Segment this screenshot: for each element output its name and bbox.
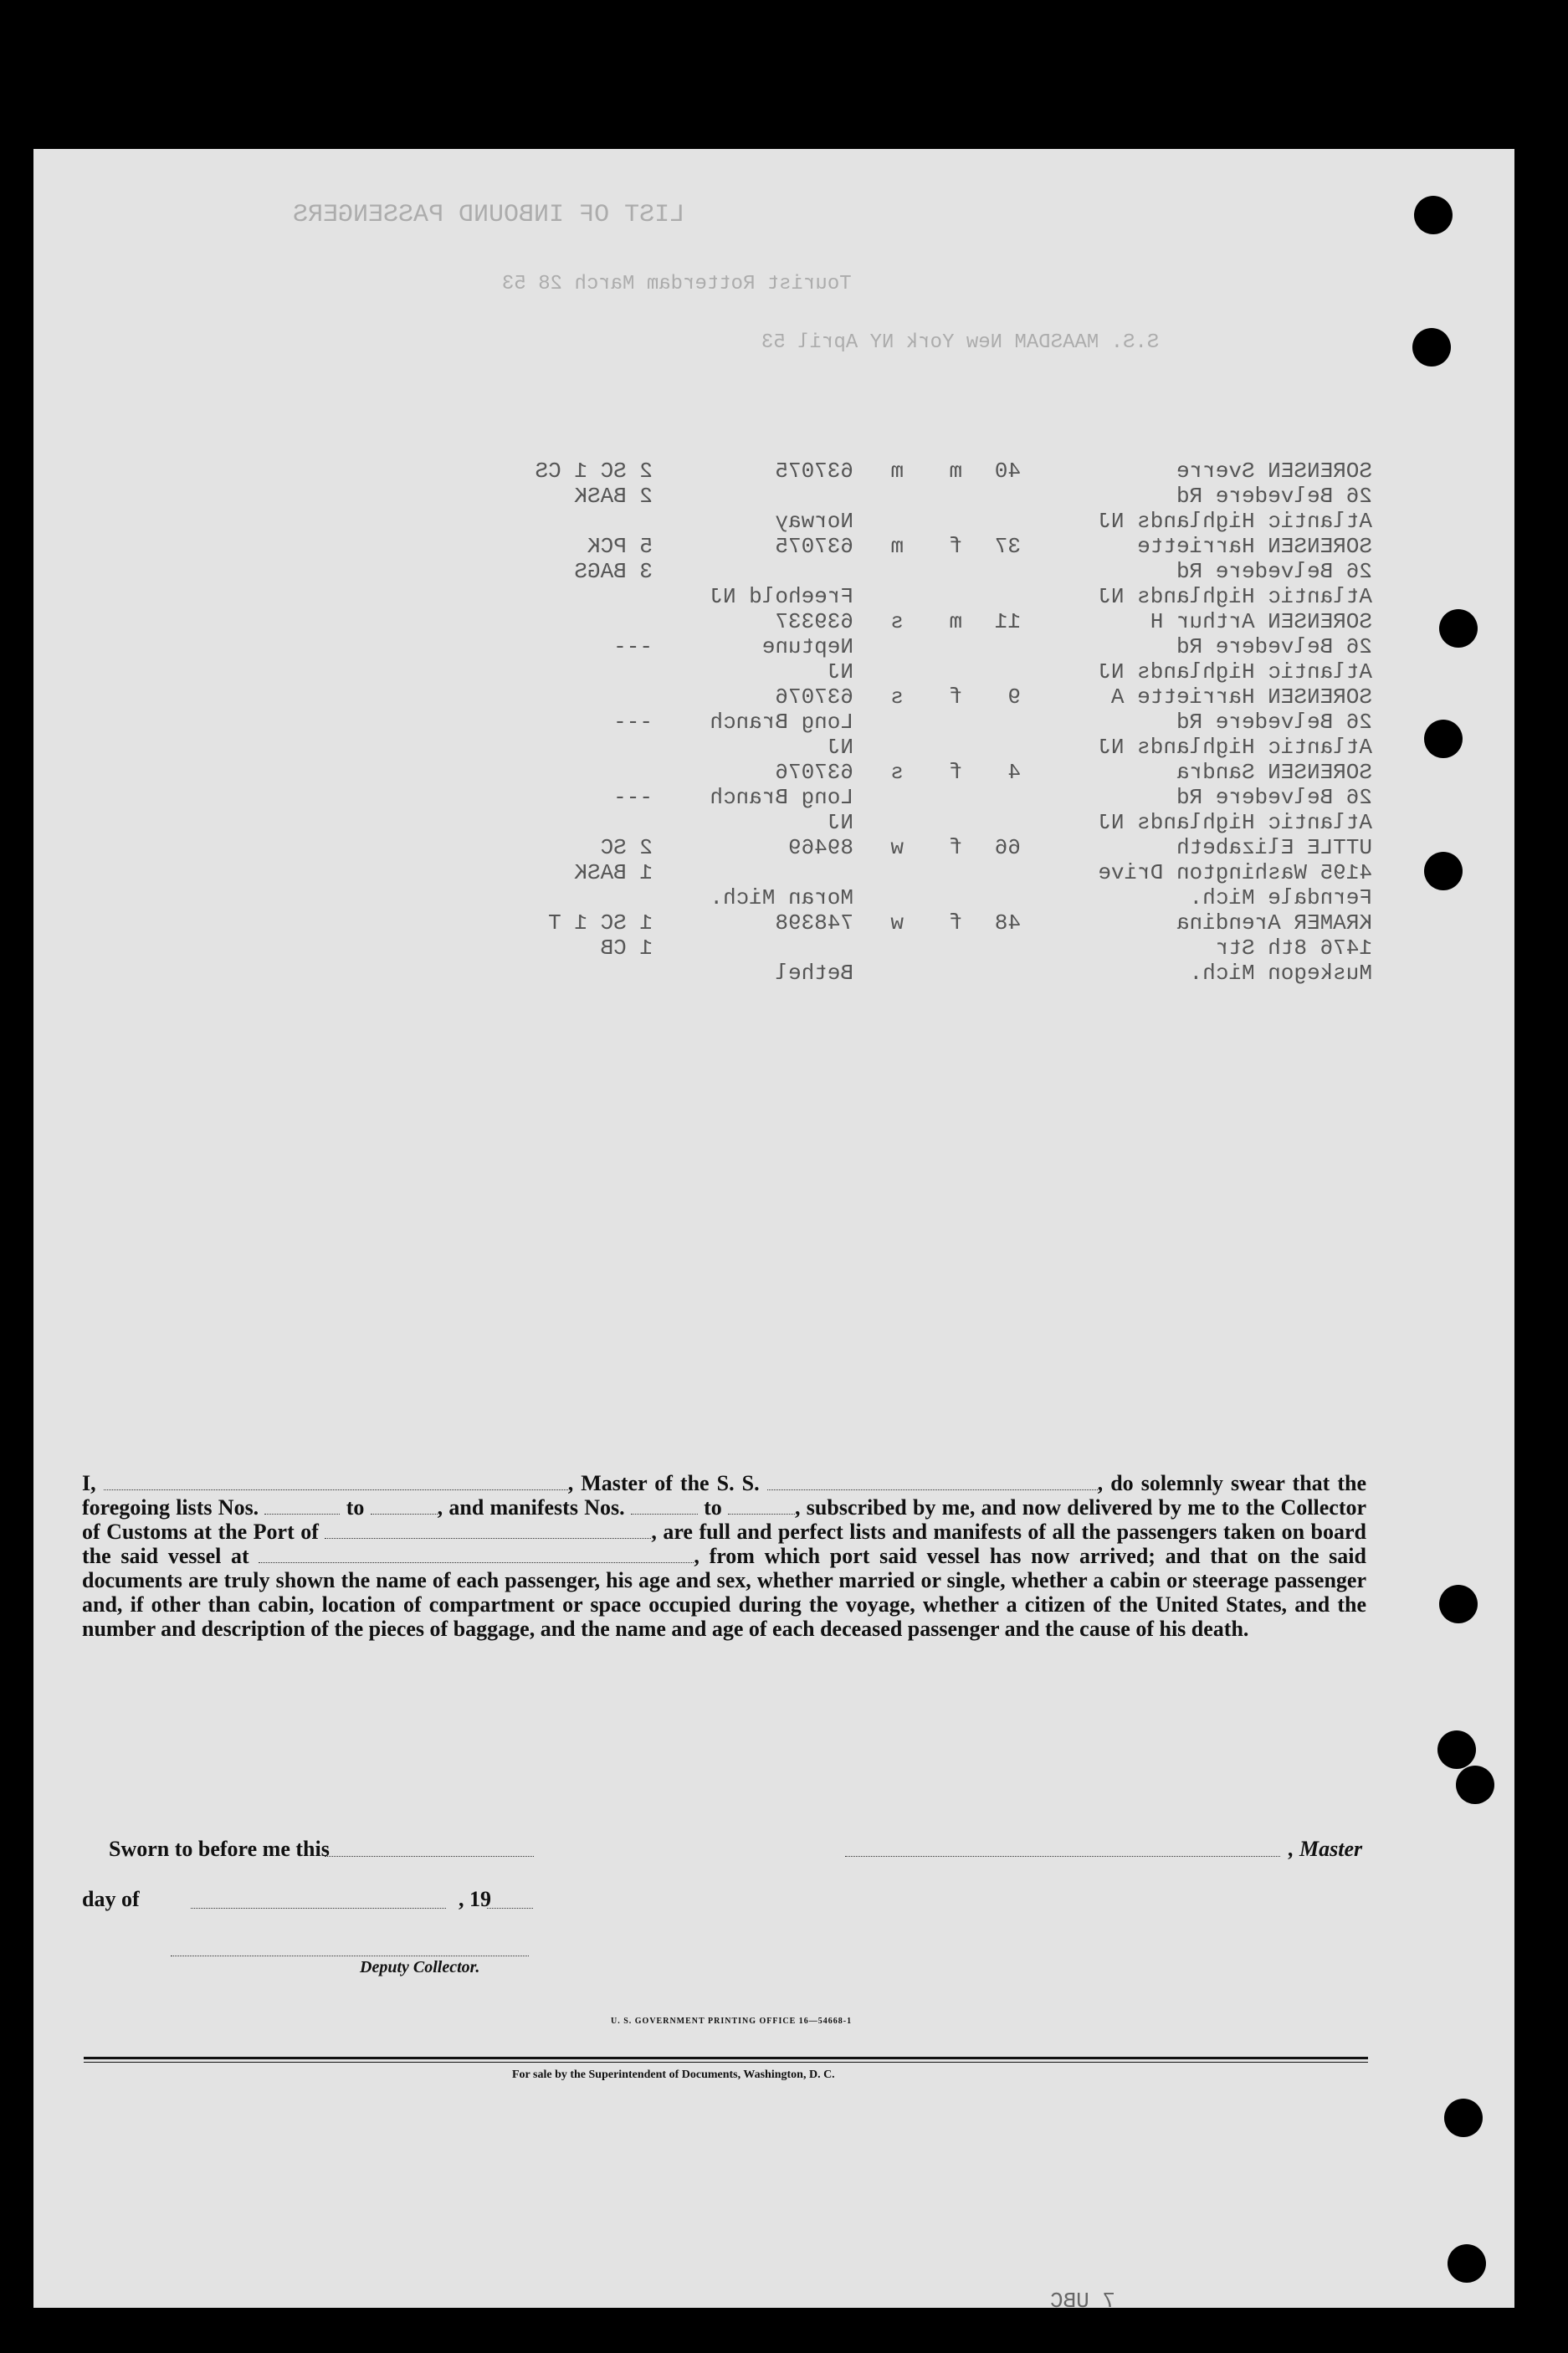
passenger-sex	[904, 785, 962, 810]
passenger-marital-status	[853, 936, 904, 961]
passenger-baggage	[485, 609, 653, 634]
passenger-age	[962, 961, 1021, 986]
passenger-passport: Neptune	[761, 634, 853, 659]
passenger-passport: Long Branch	[710, 710, 853, 735]
passenger-sex	[904, 710, 962, 735]
passenger-passport: 637076	[775, 760, 853, 785]
passenger-list	[452, 459, 1372, 986]
passenger-name: 4195 Washington Drive	[1098, 860, 1372, 885]
passenger-passport: Bethel	[775, 961, 853, 986]
punch-hole	[1444, 2099, 1483, 2137]
list-to-blank[interactable]	[371, 1499, 438, 1515]
passenger-sex	[904, 810, 962, 835]
punch-hole	[1414, 196, 1453, 234]
declaration-text: , are full and perfect lists and manifests of all the passengers taken on board the said vessel at	[82, 1520, 1366, 1568]
passenger-name: Muskegon Mich.	[1189, 961, 1372, 986]
page-stamp: 7 UBC	[1050, 2289, 1116, 2314]
passenger-baggage	[485, 760, 653, 785]
passenger-sex	[904, 936, 962, 961]
passenger-sex: f	[949, 534, 962, 559]
punch-hole	[1412, 328, 1451, 367]
passenger-marital-status	[853, 584, 904, 609]
passenger-sex: f	[949, 760, 962, 785]
passenger-age: 37	[994, 534, 1021, 559]
passenger-name: 26 Belvedere Rd	[1176, 785, 1372, 810]
passenger-name: 26 Belvedere Rd	[1176, 710, 1372, 735]
year-label: , 19	[459, 1887, 491, 1911]
declaration-text: , do solemnly swear that the foregoing lists Nos.	[82, 1471, 1367, 1520]
declaration-text: to	[704, 1495, 722, 1520]
passenger-age	[962, 785, 1021, 810]
passenger-name: 26 Belvedere Rd	[1176, 634, 1372, 659]
passenger-sex	[904, 961, 962, 986]
header-ghost-line: S.S. MAASDAM New York NY April 53	[761, 331, 1160, 354]
passenger-passport: NJ	[827, 810, 853, 835]
divider	[84, 2062, 1368, 2063]
month-blank[interactable]	[191, 1908, 446, 1909]
passenger-row	[452, 609, 1372, 634]
passenger-age: 11	[994, 609, 1021, 634]
punch-hole	[1424, 720, 1463, 758]
passenger-row	[452, 860, 1372, 885]
passenger-baggage: 2 SC 1 CS	[535, 459, 653, 484]
passenger-marital-status	[853, 634, 904, 659]
passenger-age: 66	[994, 835, 1021, 860]
punch-hole	[1439, 609, 1478, 648]
master-name-blank[interactable]	[104, 1474, 568, 1490]
passenger-passport	[653, 860, 853, 885]
passenger-age	[962, 484, 1021, 509]
passenger-name: SORENSEN Sverre	[1176, 459, 1372, 484]
passenger-marital-status	[853, 659, 904, 684]
passenger-baggage	[485, 509, 653, 534]
passenger-passport: NJ	[827, 735, 853, 760]
passenger-name: SORENSEN Harriette A	[1110, 684, 1372, 710]
passenger-sex	[904, 584, 962, 609]
passenger-baggage: 5 PCK	[587, 534, 653, 559]
passenger-marital-status: w	[890, 835, 904, 860]
passenger-row	[452, 534, 1372, 559]
passenger-sex	[904, 559, 962, 584]
master-signature-blank[interactable]	[845, 1856, 1280, 1857]
passenger-passport: 637076	[775, 684, 853, 710]
passenger-age: 48	[994, 910, 1021, 936]
passenger-passport	[653, 936, 853, 961]
sworn-label: Sworn to before me this	[109, 1837, 330, 1861]
declaration-text: to	[346, 1495, 365, 1520]
sworn-day-blank[interactable]	[325, 1856, 534, 1857]
passenger-baggage: 1 CB	[600, 936, 653, 961]
passenger-baggage	[485, 885, 653, 910]
passenger-sex	[904, 484, 962, 509]
passenger-marital-status	[853, 484, 904, 509]
passenger-row	[452, 584, 1372, 609]
passenger-sex: f	[949, 910, 962, 936]
passenger-baggage	[485, 735, 653, 760]
passenger-passport: 637075	[775, 534, 853, 559]
passenger-marital-status	[853, 735, 904, 760]
passenger-age	[962, 860, 1021, 885]
passenger-baggage: 3 BAGS	[574, 559, 653, 584]
passenger-name: Atlantic Highlands NJ	[1098, 584, 1372, 609]
passenger-marital-status: w	[890, 910, 904, 936]
passenger-name: KRAMER Arendina	[1176, 910, 1372, 936]
passenger-age	[962, 936, 1021, 961]
passenger-name: SORENSEN Sandra	[1176, 760, 1372, 785]
punch-hole	[1456, 1766, 1494, 1804]
passenger-name: Ferndale Mich.	[1189, 885, 1372, 910]
passenger-baggage: 1 SC 1 T	[548, 910, 653, 936]
passenger-marital-status: s	[890, 609, 904, 634]
declaration-text: , and manifests Nos.	[437, 1495, 625, 1520]
passenger-age	[962, 659, 1021, 684]
passenger-row	[452, 735, 1372, 760]
passenger-age	[962, 634, 1021, 659]
passenger-name: Atlantic Highlands NJ	[1098, 810, 1372, 835]
punch-hole	[1439, 1585, 1478, 1623]
passenger-marital-status	[853, 860, 904, 885]
passenger-marital-status: s	[890, 684, 904, 710]
passenger-age	[962, 735, 1021, 760]
manifest-from-blank[interactable]	[631, 1499, 698, 1515]
passenger-row	[452, 710, 1372, 735]
passenger-age	[962, 810, 1021, 835]
passenger-row	[452, 484, 1372, 509]
embark-port-blank[interactable]	[259, 1547, 694, 1563]
passenger-age	[962, 584, 1021, 609]
passenger-age	[962, 509, 1021, 534]
declaration-text: , Master of the S. S.	[567, 1471, 760, 1495]
passenger-row	[452, 760, 1372, 785]
passenger-row	[452, 785, 1372, 810]
passenger-row	[452, 459, 1372, 484]
for-sale-note: For sale by the Superintendent of Documents, Washington, D. C.	[512, 2068, 835, 2081]
passenger-marital-status	[853, 810, 904, 835]
passenger-passport: Moran Mich.	[710, 885, 853, 910]
passenger-baggage	[485, 810, 653, 835]
passenger-row	[452, 910, 1372, 936]
master-oath-declaration	[82, 1471, 1366, 1641]
passenger-marital-status: m	[890, 534, 904, 559]
passenger-marital-status	[853, 885, 904, 910]
passenger-marital-status	[853, 961, 904, 986]
passenger-marital-status: m	[890, 459, 904, 484]
passenger-passport: 748398	[775, 910, 853, 936]
punch-hole	[1437, 1730, 1476, 1769]
passenger-name: 26 Belvedere Rd	[1176, 484, 1372, 509]
passenger-name: Atlantic Highlands NJ	[1098, 509, 1372, 534]
passenger-baggage: 1 BASK	[574, 860, 653, 885]
passenger-row	[452, 961, 1372, 986]
manifest-to-blank[interactable]	[728, 1499, 795, 1515]
passenger-sex	[904, 735, 962, 760]
passenger-name: 1476 8th Str	[1215, 936, 1372, 961]
passenger-age	[962, 710, 1021, 735]
passenger-passport: Long Branch	[710, 785, 853, 810]
passenger-sex: m	[949, 609, 962, 634]
passenger-row	[452, 835, 1372, 860]
passenger-baggage	[485, 684, 653, 710]
passenger-sex	[904, 885, 962, 910]
header-ghost-line: Tourist Rotterdam March 28 53	[502, 273, 852, 295]
passenger-marital-status	[853, 559, 904, 584]
passenger-age: 4	[1007, 760, 1021, 785]
passenger-marital-status	[853, 509, 904, 534]
passenger-passport: Norway	[775, 509, 853, 534]
passenger-baggage	[485, 584, 653, 609]
passenger-sex: f	[949, 835, 962, 860]
deputy-collector-label: Deputy Collector.	[360, 1958, 480, 1976]
list-from-blank[interactable]	[264, 1499, 340, 1515]
passenger-baggage: 2 SC	[600, 835, 653, 860]
passenger-sex	[904, 509, 962, 534]
passenger-sex	[904, 634, 962, 659]
passenger-name: SORENSEN Arthur H	[1150, 609, 1372, 634]
punch-hole	[1448, 2244, 1486, 2283]
passenger-passport: 637075	[775, 459, 853, 484]
passenger-row	[452, 810, 1372, 835]
master-label: , Master	[1289, 1837, 1363, 1861]
year-blank[interactable]	[487, 1908, 533, 1909]
passenger-row	[452, 885, 1372, 910]
passenger-marital-status	[853, 785, 904, 810]
printing-office-label: U. S. GOVERNMENT PRINTING OFFICE 16—54668-1	[611, 2017, 853, 2026]
port-blank[interactable]	[325, 1523, 651, 1539]
passenger-passport: 89469	[787, 835, 853, 860]
passenger-baggage: ---	[613, 634, 653, 659]
passenger-age: 40	[994, 459, 1021, 484]
passenger-baggage	[485, 961, 653, 986]
passenger-baggage: ---	[613, 710, 653, 735]
passenger-sex	[904, 659, 962, 684]
declaration-text: , from which port said vessel has now arrived; and that on the said documents are truly shown the name of each passenger, his age and sex, whether married or single, whether a cabin or steerage passenger and, if other than cabin, location of compartment or space occupied during the voyage, whether a citizen of the United States, and the number and description of the pieces of baggage, and the name and age of each deceased passenger and the cause of his death.	[82, 1544, 1366, 1641]
passenger-sex: m	[949, 459, 962, 484]
passenger-sex: f	[949, 684, 962, 710]
passenger-age	[962, 559, 1021, 584]
passenger-age: 9	[1007, 684, 1021, 710]
divider	[84, 2057, 1368, 2059]
passenger-row	[452, 634, 1372, 659]
passenger-passport: NJ	[827, 659, 853, 684]
passenger-marital-status	[853, 710, 904, 735]
passenger-marital-status: s	[890, 760, 904, 785]
passenger-name: SORENSEN Harriette	[1137, 534, 1372, 559]
day-of-label: day of	[82, 1887, 140, 1911]
passenger-baggage: ---	[613, 785, 653, 810]
passenger-passport: 639337	[775, 609, 853, 634]
passenger-name: Atlantic Highlands NJ	[1098, 735, 1372, 760]
declaration-text: , subscribed by me, and now delivered by me to the Collector of Customs at the Port of	[82, 1495, 1367, 1544]
passenger-age	[962, 885, 1021, 910]
punch-hole	[1424, 852, 1463, 890]
manifest-page	[33, 149, 1514, 2308]
passenger-passport	[653, 484, 853, 509]
passenger-name: Atlantic Highlands NJ	[1098, 659, 1372, 684]
passenger-row	[452, 659, 1372, 684]
declaration-text: I,	[82, 1471, 96, 1495]
passenger-row	[452, 936, 1372, 961]
passenger-passport	[653, 559, 853, 584]
passenger-name: UTTLE Elizabeth	[1176, 835, 1372, 860]
vessel-name-blank[interactable]	[767, 1474, 1098, 1490]
passenger-row	[452, 559, 1372, 584]
header-ghost-line: LIST OF INBOUND PASSENGERS	[293, 201, 685, 229]
passenger-passport: Freehold NJ	[710, 584, 853, 609]
passenger-name: 26 Belvedere Rd	[1176, 559, 1372, 584]
passenger-baggage	[485, 659, 653, 684]
passenger-row	[452, 684, 1372, 710]
passenger-row	[452, 509, 1372, 534]
passenger-baggage: 2 BASK	[574, 484, 653, 509]
passenger-sex	[904, 860, 962, 885]
